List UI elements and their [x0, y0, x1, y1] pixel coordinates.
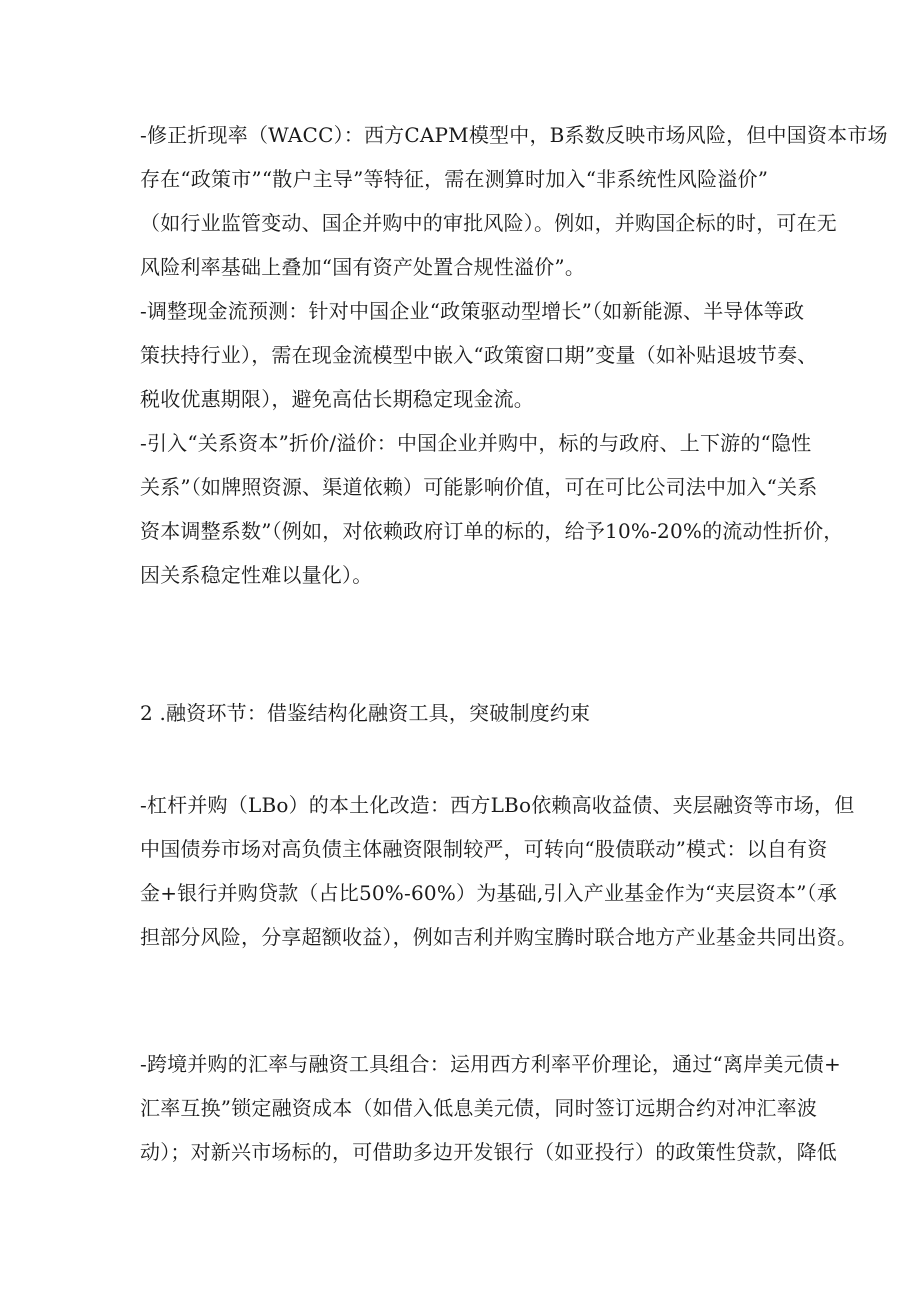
text-line: -杠杆并购（LBo）的本土化改造：西方LBo依赖高收益债、夹层融资等市场，但	[140, 793, 855, 817]
text-line: 风险利率基础上叠加“国有资产处置合规性溢价”。	[140, 255, 586, 279]
text-line: 关系”（如牌照资源、渠道依赖）可能影响价值，可在可比公司法中加入“关系	[140, 475, 818, 499]
paragraph-lbo	[140, 783, 858, 959]
text-line: 担部分风险，分享超额收益），例如吉利并购宝腾时联合地方产业基金共同出资。	[140, 925, 858, 949]
text-line: -调整现金流预测：针对中国企业“政策驱动型增长”（如新能源、半导体等政	[140, 299, 805, 323]
text-line: 金+银行并购贷款（占比50%-60%）为基础,引入产业基金作为“夹层资本”（承	[140, 881, 838, 905]
paragraph-wacc	[140, 113, 888, 289]
paragraph-fx-financing	[140, 1042, 841, 1174]
text-line: （如行业监管变动、国企并购中的审批风险）。例如，并购国企标的时，可在无	[140, 211, 837, 235]
paragraph-cashflow	[140, 289, 818, 421]
text-line: 资本调整系数”（例如，对依赖政府订单的标的，给予10%-20%的流动性折价，	[140, 519, 844, 543]
text-line: 因关系稳定性难以量化）。	[140, 563, 373, 587]
text-line: 税收优惠期限），避免高估长期稳定现金流。	[140, 387, 534, 411]
text-line: 中国债券市场对高负债主体融资限制较严，可转向“股债联动”模式：以自有资	[140, 837, 828, 861]
text-line: -引入“关系资本”折价/溢价：中国企业并购中，标的与政府、上下游的“隐性	[140, 431, 812, 455]
paragraph-relationship-capital	[140, 421, 844, 597]
text-line: 存在“政策市”“散户主导”等特征，需在测算时加入“非系统性风险溢价”	[140, 167, 769, 191]
text-line: 汇率互换”锁定融资成本（如借入低息美元债，同时签订远期合约对冲汇率波	[140, 1096, 818, 1120]
section-heading	[140, 691, 800, 735]
text-line: -修正折现率（WACC）：西方CAPM模型中，B系数反映市场风险，但中国资本市场	[140, 123, 888, 147]
text-line: 策扶持行业），需在现金流模型中嵌入“政策窗口期”变量（如补贴退坡节奏、	[140, 343, 818, 367]
text-line: 动）；对新兴市场标的，可借助多边开发银行（如亚投行）的政策性贷款，降低	[140, 1140, 837, 1164]
text-line: -跨境并购的汇率与融资工具组合：运用西方利率平价理论，通过“离岸美元债+	[140, 1052, 841, 1076]
heading-line: 2 .融资环节：借鉴结构化融资工具，突破制度约束	[140, 701, 591, 725]
